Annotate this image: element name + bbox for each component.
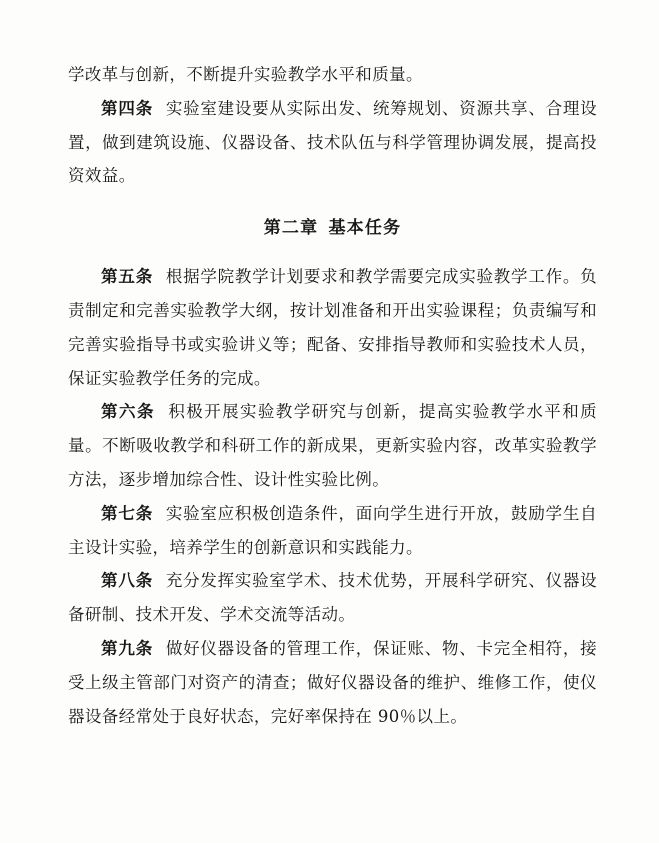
article-label: 第五条 [101, 267, 154, 287]
article-label: 第七条 [101, 503, 154, 523]
chapter-number: 第二章 [263, 218, 319, 239]
paragraph-continuation [68, 58, 597, 92]
article-paragraph [68, 260, 597, 395]
article-text: 充分发挥实验室学术、技术优势，开展科学研究、仪器设备研制、技术开发、学术交流等活动。 [68, 571, 598, 625]
article-paragraph [68, 497, 597, 565]
article-paragraph [68, 564, 597, 632]
document-body [68, 58, 597, 733]
article-paragraph [68, 395, 597, 496]
article-paragraph [68, 92, 597, 193]
chapter-title: 基本任务 [328, 218, 402, 239]
article-paragraph [68, 632, 597, 733]
article-label: 第八条 [101, 571, 154, 591]
paragraph-text: 学改革与创新，不断提升实验教学水平和质量。 [68, 65, 423, 84]
article-text: 根据学院教学计划要求和教学需要完成实验教学工作。负责制定和完善实验教学大纲，按计划准备和开出实验课程；负责编写和完善实验指导书或实验讲义等；配备、安排指导教师和实验技术人员，保证实验教学任务的完成。 [68, 267, 598, 388]
chapter-heading [68, 211, 597, 246]
article-text: 做好仪器设备的管理工作，保证账、物、卡完全相符，接受上级主管部门对资产的清查；做好仪器设备的维护、维修工作，使仪器设备经常处于良好状态，完好率保持在 90％以上。 [68, 639, 598, 726]
article-text: 积极开展实验教学研究与创新，提高实验教学水平和质量。不断吸收教学和科研工作的新成果，更新实验内容，改革实验教学方法，逐步增加综合性、设计性实验比例。 [68, 402, 598, 489]
article-text: 实验室应积极创造条件，面向学生进行开放，鼓励学生自主设计实验，培养学生的创新意识和实践能力。 [68, 503, 598, 557]
article-label: 第六条 [101, 402, 156, 422]
article-text: 实验室建设要从实际出发、统筹规划、资源共享、合理设置，做到建筑设施、仪器设备、技术队伍与科学管理协调发展，提高投资效益。 [68, 98, 598, 186]
article-label: 第四条 [101, 98, 154, 118]
article-label: 第九条 [101, 639, 154, 659]
